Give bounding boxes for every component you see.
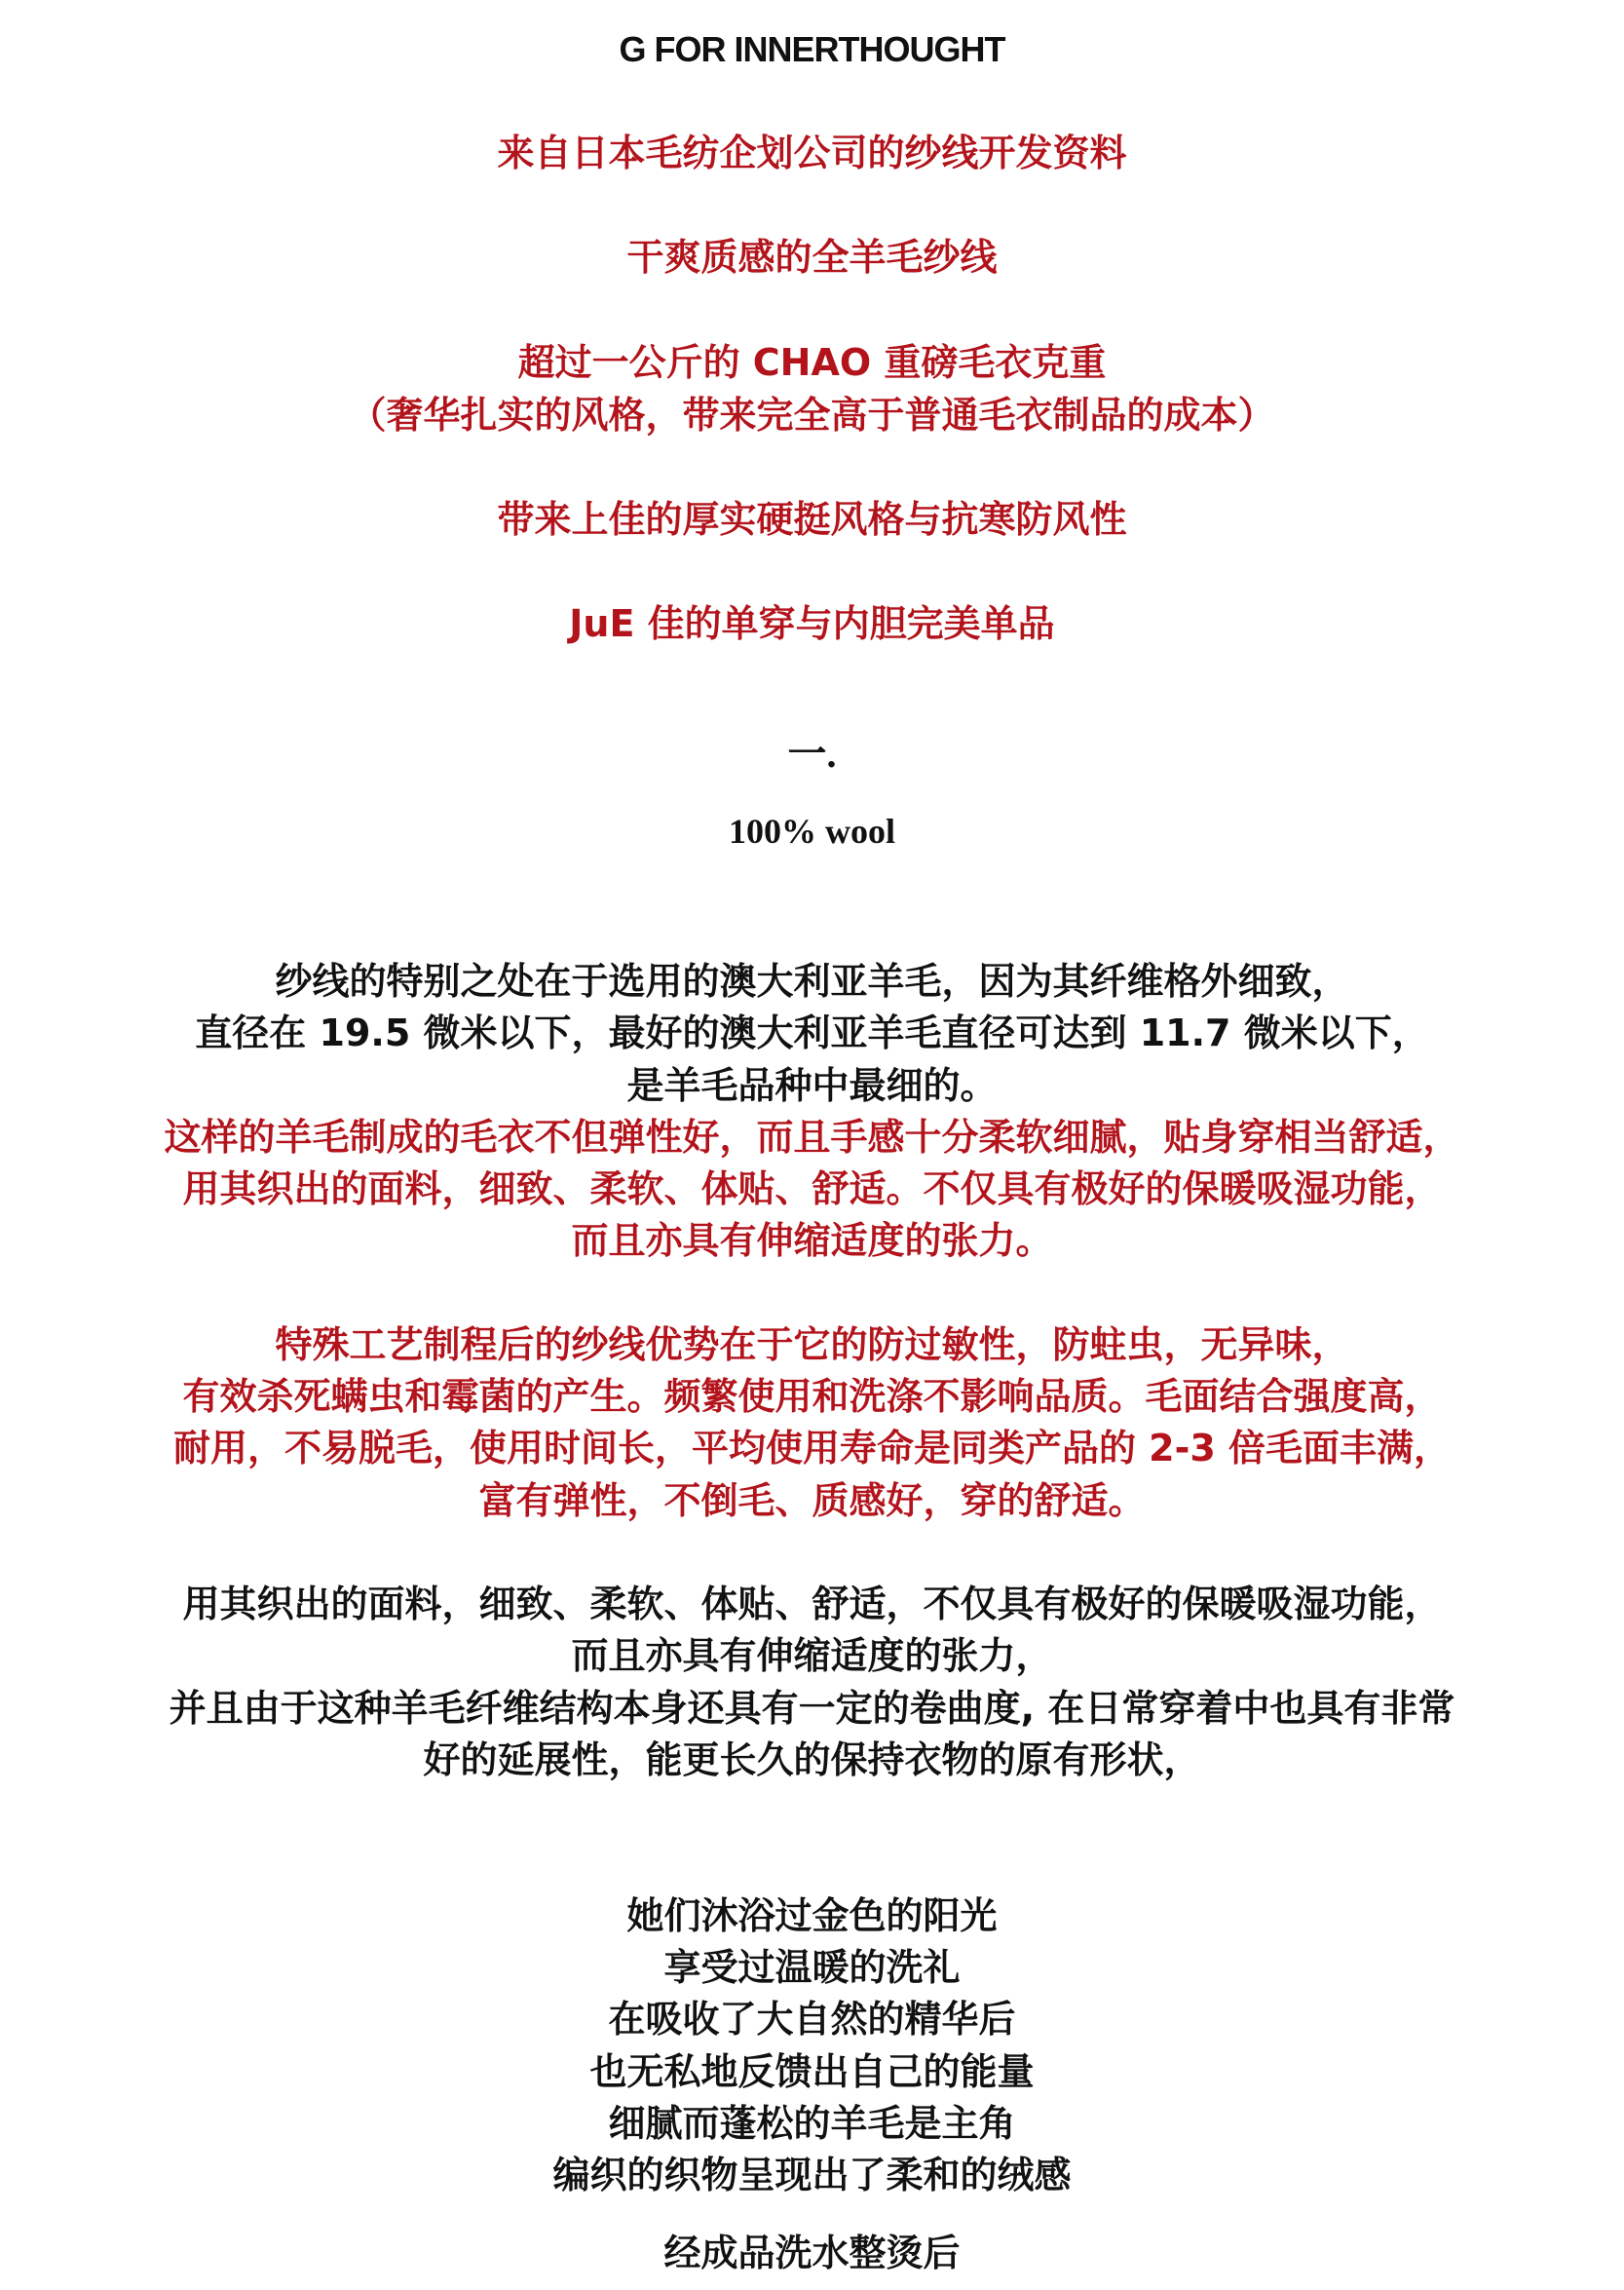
poem-line-1: 她们沐浴过金色的阳光 — [626, 1894, 998, 1937]
para3-line-3: 并且由于这种羊毛纤维结构本身还具有一定的卷曲度, 在日常穿着中也具有非常 — [169, 1687, 1455, 1730]
intro-line-5: 带来上佳的厚实硬挺风格与抗寒防风性 — [497, 498, 1127, 541]
para1-highlight-line-3: 而且亦具有伸缩适度的张力。 — [571, 1219, 1053, 1262]
para1-line-3: 是羊毛品种中最细的。 — [626, 1064, 998, 1107]
poem-line-2: 享受过温暖的洗礼 — [663, 1946, 961, 1989]
closing-line: 经成品洗水整烫后 — [663, 2232, 961, 2274]
para1-highlight-line-1: 这样的羊毛制成的毛衣不但弹性好，而且手感十分柔软细腻，贴身穿相当舒适， — [164, 1116, 1460, 1159]
intro-line-1: 来自日本毛纺企划公司的纱线开发资料 — [497, 132, 1127, 174]
para3-line-2: 而且亦具有伸缩适度的张力， — [571, 1634, 1053, 1677]
para1-line-2: 直径在 19.5 微米以下，最好的澳大利亚羊毛直径可达到 11.7 微米以下， — [195, 1011, 1429, 1054]
intro-line-3: 超过一公斤的 CHAO 重磅毛衣克重 — [517, 341, 1107, 384]
para2-line-3: 耐用，不易脱毛，使用时间长，平均使用寿命是同类产品的 2-3 倍毛面丰满， — [172, 1427, 1452, 1469]
poem-line-3: 在吸收了大自然的精华后 — [608, 1998, 1016, 2041]
poem-line-6: 编织的织物呈现出了柔和的绒感 — [552, 2154, 1072, 2196]
intro-line-4: （奢华扎实的风格，带来完全高于普通毛衣制品的成本） — [349, 394, 1275, 437]
para2-line-2: 有效杀死螨虫和霉菌的产生。频繁使用和洗涤不影响品质。毛面结合强度高， — [182, 1375, 1442, 1418]
para3-line-4: 好的延展性，能更长久的保持衣物的原有形状， — [423, 1738, 1201, 1781]
para3-line-1: 用其织出的面料，细致、柔软、体贴、舒适，不仅具有极好的保暖吸湿功能， — [182, 1583, 1442, 1625]
para2-line-1: 特殊工艺制程后的纱线优势在于它的防过敏性，防蛀虫，无异味， — [275, 1323, 1349, 1366]
para1-line-1: 纱线的特别之处在于选用的澳大利亚羊毛，因为其纤维格外细致， — [275, 960, 1349, 1003]
brand-title: G FOR INNERTHOUGHT — [619, 29, 1005, 69]
section-marker: 一. — [787, 732, 837, 776]
poem-line-5: 细腻而蓬松的羊毛是主角 — [608, 2102, 1016, 2145]
para2-line-4: 富有弹性，不倒毛、质感好，穿的舒适。 — [478, 1479, 1146, 1522]
intro-line-6: JuE 佳的单穿与内胆完美单品 — [569, 602, 1055, 645]
section-title: 100% wool — [729, 812, 895, 851]
poem-line-4: 也无私地反馈出自己的能量 — [589, 2050, 1035, 2093]
para1-highlight-line-2: 用其织出的面料，细致、柔软、体贴、舒适。不仅具有极好的保暖吸湿功能， — [182, 1167, 1442, 1210]
intro-line-2: 干爽质感的全羊毛纱线 — [626, 236, 998, 279]
